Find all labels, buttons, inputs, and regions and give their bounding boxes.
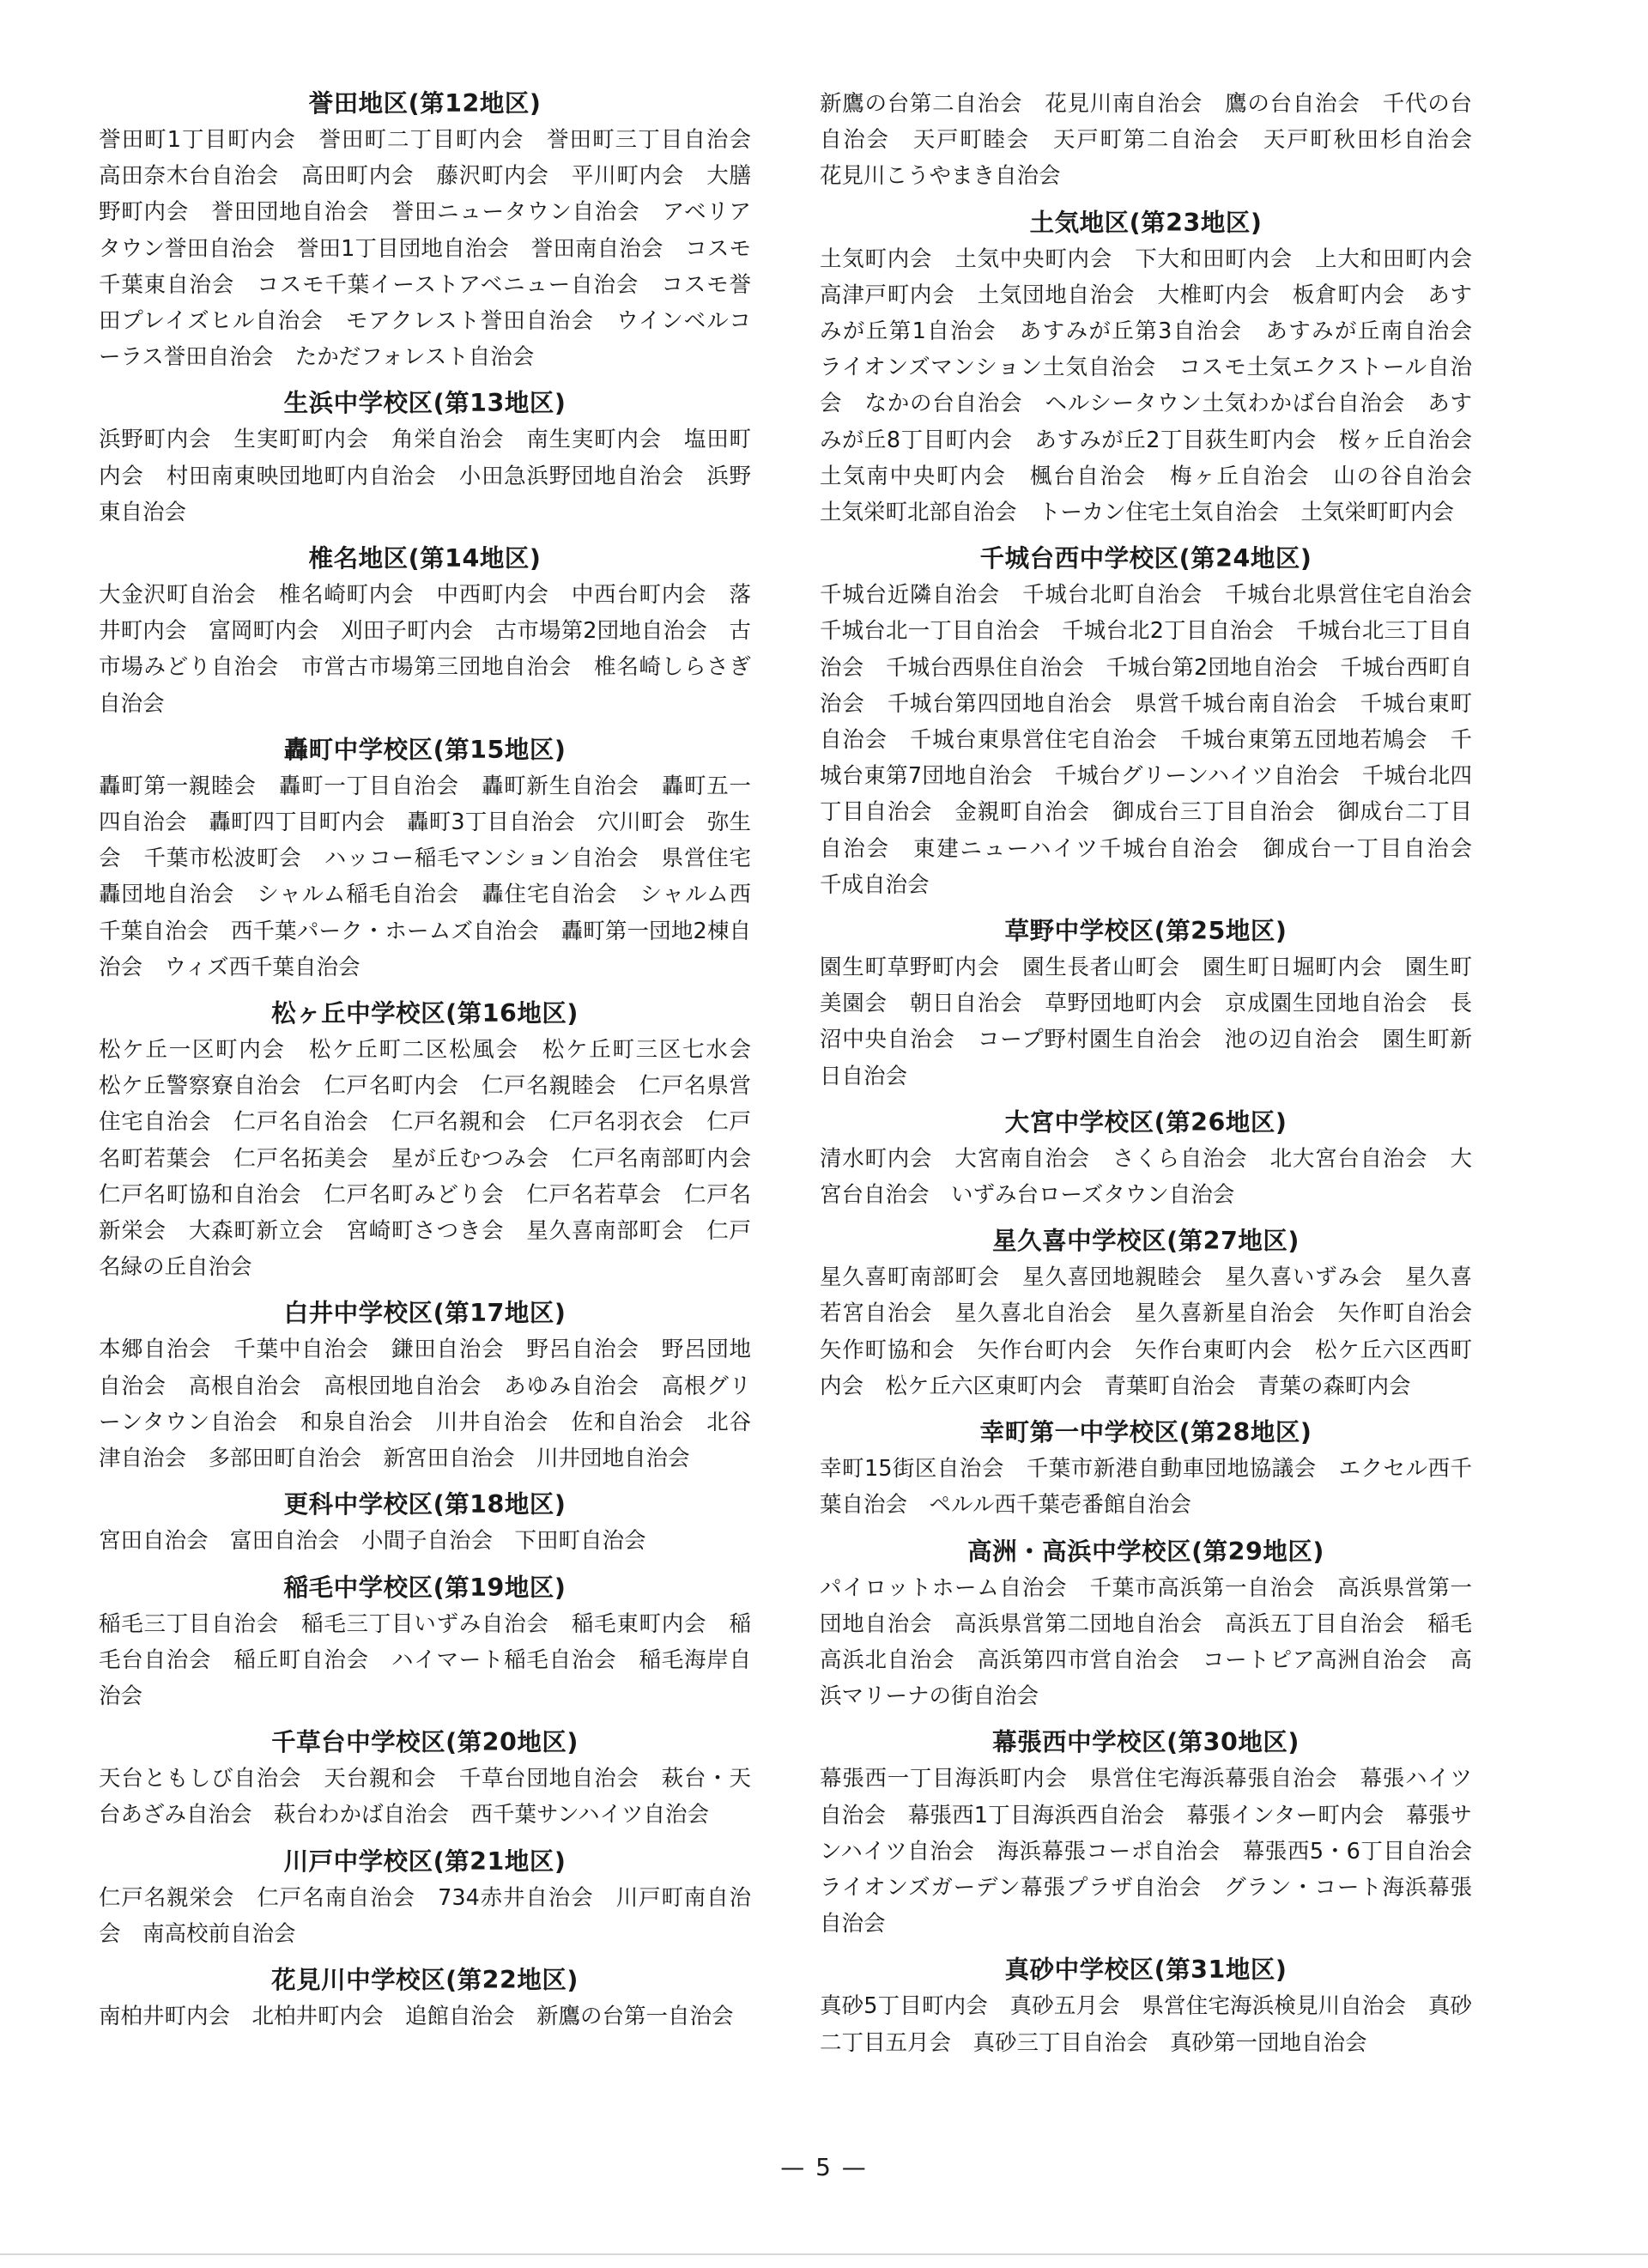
association-list: 天台ともしび自治会 天台親和会 千草台団地自治会 萩台・天台あざみ自治会 萩台わかば自治会 西千葉サンハイツ自治会 [99, 1766, 751, 1828]
district-heading: 更科中学校区(第18地区) [283, 1490, 566, 1519]
association-list: 土気町内会 土気中央町内会 下大和田町内会 上大和田町内会 高津戸町内会 土気団地自治会 大椎町内会 板倉町内会 あすみが丘第1自治会 あすみが丘第3自治会 あすみが丘南自治会 ライオンズマンション土気自治会 コスモ土気エクストール自治会 なかの台自治会 ヘルシータウン土気わかば台自治会 あすみが丘8丁目町内会 あすみが丘2丁目荻生町内会 桜ヶ丘自治会 土気南中央町内会 楓台自治会 梅ヶ丘自治会 山の谷自治会 土気栄町北部自治会 トーカン住宅土気自治会 土気栄町町内会 [820, 246, 1494, 526]
association-list: 宮田自治会 富田自治会 小間子自治会 下田町自治会 [99, 1528, 646, 1555]
district-heading: 土気地区(第23地区) [1029, 208, 1263, 237]
district-section [99, 1295, 751, 1477]
district-section [820, 205, 1494, 531]
district-heading: 真砂中学校区(第31地区) [1004, 1956, 1288, 1985]
page-number: — 5 — [780, 2153, 868, 2181]
association-list: 大金沢町自治会 椎名崎町内会 中西町内会 中西台町内会 落井町内会 富岡町内会 刈田子町内会 古市場第2団地自治会 古市場みどり自治会 市営古市場第三団地自治会 椎名崎しらさぎ自治会 [99, 582, 751, 717]
district-heading: 花見川中学校区(第22地区) [271, 1965, 579, 1994]
right-column [820, 86, 1494, 2071]
district-heading: 川戸中学校区(第21地区) [283, 1847, 566, 1876]
association-list: 浜野町内会 生実町町内会 角栄自治会 南生実町内会 塩田町内会 村田南東映団地町内自治会 小田急浜野団地自治会 浜野東自治会 [99, 427, 751, 525]
district-heading: 幸町第一中学校区(第28地区) [979, 1418, 1312, 1447]
association-list: 幸町15街区自治会 千葉市新港自動車団地協議会 エクセル西千葉自治会 ペルル西千葉壱番館自治会 [820, 1456, 1472, 1519]
district-section [99, 1570, 751, 1715]
district-heading: 白井中学校区(第17地区) [283, 1299, 566, 1328]
district-heading: 誉田地区(第12地区) [308, 89, 542, 118]
district-heading: 高洲・高浜中学校区(第29地区) [967, 1537, 1324, 1566]
bottom-divider [0, 2253, 1648, 2255]
association-list: 本郷自治会 千葉中自治会 鎌田自治会 野呂自治会 野呂団地自治会 高根自治会 高根団地自治会 あゆみ自治会 高根グリーンタウン自治会 和泉自治会 川井自治会 佐和自治会 北谷津自治会 多部田町自治会 新宮田自治会 川井団地自治会 [99, 1337, 751, 1472]
association-list: 真砂5丁目町内会 真砂五月会 県営住宅海浜検見川自治会 真砂二丁目五月会 真砂三丁目自治会 真砂第一団地自治会 [820, 1993, 1472, 2056]
district-section [820, 1952, 1472, 2060]
district-heading: 大宮中学校区(第26地区) [1004, 1107, 1288, 1137]
district-section [99, 732, 751, 985]
district-section [99, 1844, 751, 1952]
association-list: 松ケ丘一区町内会 松ケ丘町二区松風会 松ケ丘町三区七水会 松ケ丘警察寮自治会 仁戸名町内会 仁戸名親睦会 仁戸名県営住宅自治会 仁戸名自治会 仁戸名親和会 仁戸名羽衣会 仁戸名町若葉会 仁戸名拓美会 星が丘むつみ会 仁戸名南部町内会 仁戸名町協和自治会 仁戸名町みどり会 仁戸名若草会 仁戸名新栄会 大森町新立会 宮崎町さつき会 星久喜南部町会 仁戸名緑の丘自治会 [99, 1037, 773, 1281]
district-heading: 稲毛中学校区(第19地区) [283, 1573, 566, 1602]
association-list: 清水町内会 大宮南自治会 さくら自治会 北大宮台自治会 大宮台自治会 いずみ台ローズタウン自治会 [820, 1145, 1472, 1209]
district-section [820, 1415, 1472, 1523]
district-section [820, 1725, 1494, 1942]
association-list: 轟町第一親睦会 轟町一丁目自治会 轟町新生自治会 轟町五一四自治会 轟町四丁目町内会 轟町3丁目自治会 穴川町会 弥生会 千葉市松波町会 ハッコー稲毛マンション自治会 県営住宅轟団地自治会 シャルム稲毛自治会 轟住宅自治会 シャルム西千葉自治会 西千葉パーク・ホームズ自治会 轟町第一団地2棟自治会 ウィズ西千葉自治会 [99, 773, 751, 980]
district-heading: 松ヶ丘中学校区(第16地区) [271, 999, 579, 1028]
association-list: 星久喜町南部町会 星久喜団地親睦会 星久喜いずみ会 星久喜若宮自治会 星久喜北自治会 星久喜新星自治会 矢作町自治会 矢作町協和会 矢作台町内会 矢作台東町内会 松ケ丘六区西町内会 松ケ丘六区東町内会 青葉町自治会 青葉の森町内会 [820, 1264, 1494, 1399]
district-section [820, 913, 1472, 1095]
district-section [820, 1534, 1472, 1715]
association-list: 園生町草野町内会 園生長者山町会 園生町日堀町内会 園生町美園会 朝日自治会 草野団地町内会 京成園生団地自治会 長沼中央自治会 コープ野村園生自治会 池の辺自治会 園生町新日自治会 [820, 955, 1472, 1089]
district-heading: 幕張西中学校区(第30地区) [992, 1728, 1300, 1757]
district-section [820, 1223, 1494, 1404]
district-heading: 千草台中学校区(第20地区) [271, 1728, 579, 1757]
association-list: 千城台近隣自治会 千城台北町自治会 千城台北県営住宅自治会 千城台北一丁目自治会 千城台北2丁目自治会 千城台北三丁目自治会 千城台西県住自治会 千城台第2団地自治会 千城台西町自治会 千城台第四団地自治会 県営千城台南自治会 千城台東町自治会 千城台東県営住宅自治会 千城台東第五団地若鳩会 千城台東第7団地自治会 千城台グリーンハイツ自治会 千城台北四丁目自治会 金親町自治会 御成台三丁目自治会 御成台二丁目自治会 東建ニューハイツ千城台自治会 御成台一丁目自治会 千成自治会 [820, 582, 1494, 898]
district-section [820, 1105, 1472, 1213]
district-heading: 生浜中学校区(第13地区) [283, 389, 566, 418]
association-list: パイロットホーム自治会 千葉市高浜第一自治会 高浜県営第一団地自治会 高浜県営第二団地自治会 高浜五丁目自治会 稲毛高浜北自治会 高浜第四市営自治会 コートピア高洲自治会 高浜マリーナの街自治会 [820, 1574, 1472, 1710]
district-section-continued [820, 86, 1494, 195]
district-section [99, 996, 773, 1285]
district-heading: 星久喜中学校区(第27地区) [992, 1227, 1300, 1256]
district-section [99, 385, 751, 531]
district-section [99, 1487, 751, 1559]
district-heading: 轟町中学校区(第15地区) [283, 735, 566, 764]
district-section [99, 1725, 751, 1833]
association-list: 新鷹の台第二自治会 花見川南自治会 鷹の台自治会 千代の台自治会 天戸町睦会 天戸町第二自治会 天戸町秋田杉自治会 花見川こうやまき自治会 [820, 91, 1494, 190]
district-section [99, 1962, 751, 2035]
left-column [99, 86, 773, 2045]
association-list: 誉田町1丁目町内会 誉田町二丁目町内会 誉田町三丁目自治会 高田奈木台自治会 高田町内会 藤沢町内会 平川町内会 大膳野町内会 誉田団地自治会 誉田ニュータウン自治会 アベリアタウン誉田自治会 誉田1丁目団地自治会 誉田南自治会 コスモ千葉東自治会 コスモ千葉イーストアベニュー自治会 コスモ誉田プレイズヒル自治会 モアクレスト誉田自治会 ウインベルコーラス誉田自治会 たかだフォレスト自治会 [99, 127, 773, 371]
association-list: 南柏井町内会 北柏井町内会 追館自治会 新鷹の台第一自治会 [99, 2003, 734, 2029]
association-list: 仁戸名親栄会 仁戸名南自治会 734赤井自治会 川戸町南自治会 南高校前自治会 [99, 1884, 751, 1947]
district-heading: 千城台西中学校区(第24地区) [979, 544, 1312, 573]
district-heading: 椎名地区(第14地区) [308, 544, 542, 573]
district-section [820, 541, 1494, 903]
district-section [99, 86, 773, 375]
district-heading: 草野中学校区(第25地区) [1004, 917, 1288, 946]
association-list: 稲毛三丁目自治会 稲毛三丁目いずみ自治会 稲毛東町内会 稲毛台自治会 稲丘町自治会 ハイマート稲毛自治会 稲毛海岸自治会 [99, 1610, 751, 1709]
association-list: 幕張西一丁目海浜町内会 県営住宅海浜幕張自治会 幕張ハイツ自治会 幕張西1丁目海浜西自治会 幕張インター町内会 幕張サンハイツ自治会 海浜幕張コーポ自治会 幕張西5・6丁目自治会 ライオンズガーデン幕張プラザ自治会 グラン・コート海浜幕張自治会 [820, 1766, 1494, 1938]
district-section [99, 541, 751, 722]
